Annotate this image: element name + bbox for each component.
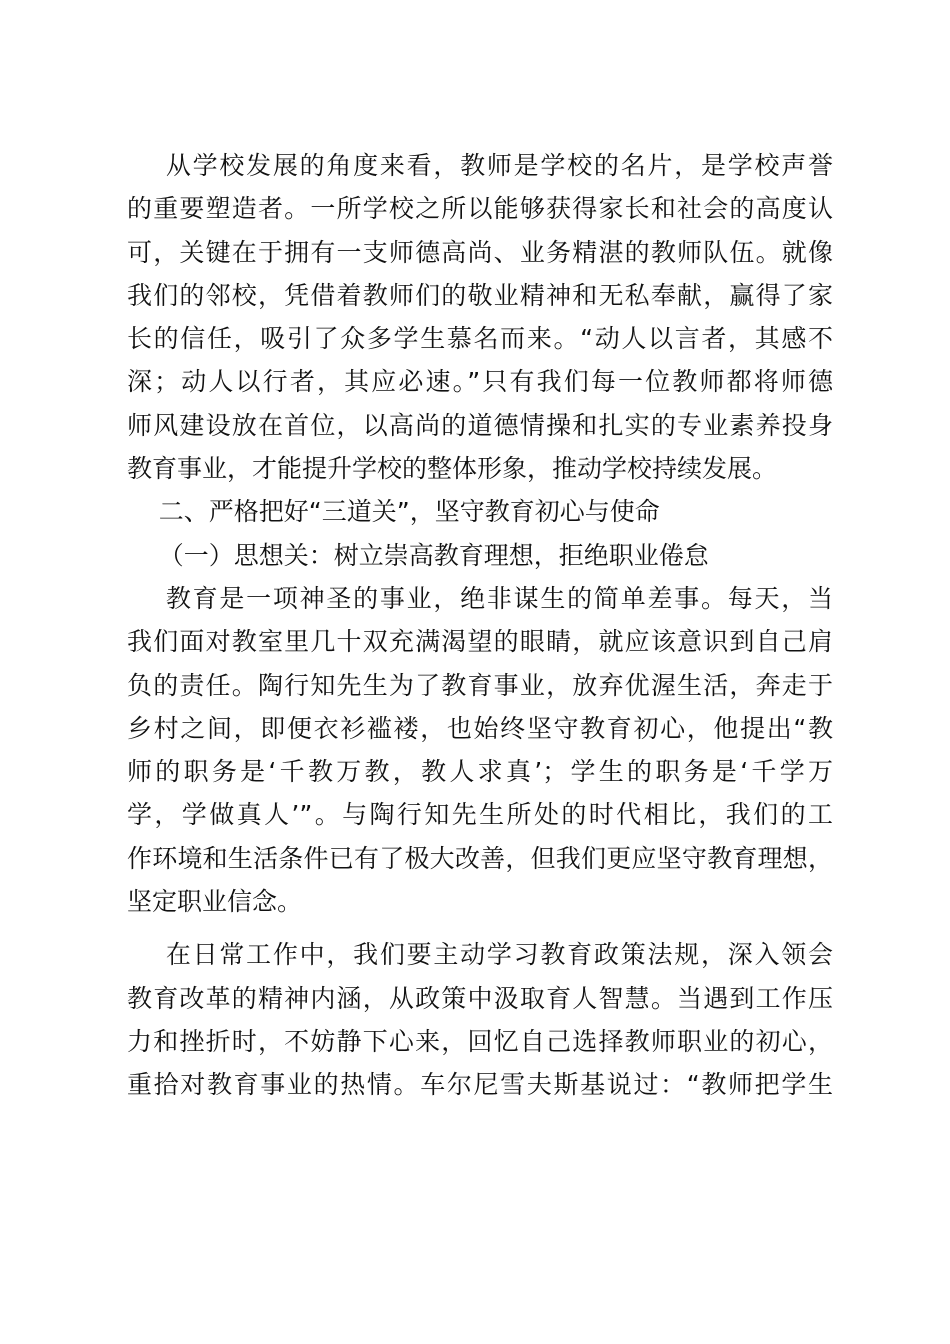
text-line: 负的责任。陶行知先生为了教育事业，放弃优渥生活，奔走于 (127, 670, 833, 700)
text-line: 教育改革的精神内涵，从政策中汲取育人智慧。当遇到工作压 (127, 983, 833, 1013)
subsection-heading: （一）思想关：树立崇高教育理想，拒绝职业倦怠 (127, 540, 709, 570)
text-line: 坚定职业信念。 (127, 887, 303, 917)
text-line: 我们面对教室里几十双充满渴望的眼睛，就应该意识到自己肩 (127, 627, 833, 657)
text-line: 我们的邻校，凭借着教师们的敬业精神和无私奉献，赢得了家 (127, 280, 833, 310)
section-heading: 二、严格把好“三道关”，坚守教育初心与使命 (127, 497, 660, 527)
text-line: 可，关键在于拥有一支师德高尚、业务精湛的教师队伍。就像 (127, 237, 833, 267)
text-line: 学，学做真人’”。与陶行知先生所处的时代相比，我们的工 (127, 800, 833, 830)
text-line: 深；动人以行者，其应必速。”只有我们每一位教师都将师德 (127, 367, 833, 397)
text-line: 的重要塑造者。一所学校之所以能够获得家长和社会的高度认 (127, 194, 833, 224)
text-line: 师风建设放在首位，以高尚的道德情操和扎实的专业素养投身 (127, 410, 833, 440)
body-text (127, 144, 833, 1107)
text-line: 教育事业，才能提升学校的整体形象，推动学校持续发展。 (127, 454, 778, 484)
text-line: 乡村之间，即便衣衫褴褛，也始终坚守教育初心，他提出“教 (127, 713, 833, 743)
text-line: 作环境和生活条件已有了极大改善，但我们更应坚守教育理想， (127, 843, 833, 873)
text-line: 在日常工作中，我们要主动学习教育政策法规，深入领会 (127, 940, 833, 970)
text-line: 重拾对教育事业的热情。车尔尼雪夫斯基说过：“教师把学生 (127, 1070, 833, 1100)
text-line: 力和挫折时，不妨静下心来，回忆自己选择教师职业的初心， (127, 1026, 833, 1056)
text-line: 长的信任，吸引了众多学生慕名而来。“动人以言者，其感不 (127, 324, 833, 354)
text-line: 从学校发展的角度来看，教师是学校的名片，是学校声誉 (127, 151, 833, 180)
text-line: 教育是一项神圣的事业，绝非谋生的简单差事。每天，当 (127, 583, 833, 613)
text-line: 师的职务是‘千教万教，教人求真’；学生的职务是‘千学万 (127, 757, 833, 787)
